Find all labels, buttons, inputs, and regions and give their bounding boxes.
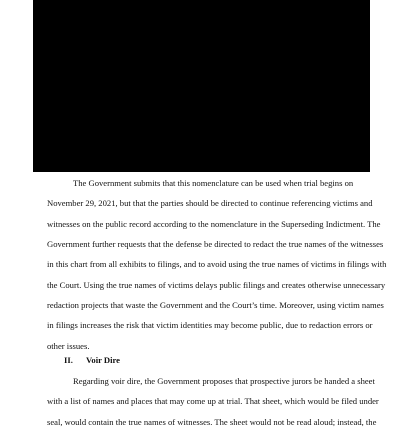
section-number: II. <box>64 355 73 365</box>
text-line: Government further requests that the defense be directed to redact the true names of the witnesses <box>47 239 384 250</box>
text-line: witnesses on the public record according to the nomenclature in the Superseding Indictment. The <box>47 218 381 229</box>
section-title: Voir Dire <box>86 355 120 365</box>
redaction-block <box>33 0 370 172</box>
text-line: November 29, 2021, but that the parties should be directed to continue referencing victims and <box>47 198 373 209</box>
text-line: seal, would contain the true names of witnesses. The sheet would not be read aloud; instead, the <box>47 416 377 427</box>
text-line: in filings increases the risk that victim identities may become public, due to redaction errors or <box>47 320 373 331</box>
text-line: in this chart from all exhibits to filings, and to avoid using the true names of victims in filings with <box>47 259 387 270</box>
text-line: with a list of names and places that may come up at trial. That sheet, which would be filed under <box>47 396 379 407</box>
text-line: redaction projects that waste the Government and the Court’s time. Moreover, using victim names <box>47 300 384 311</box>
text-line: other issues. <box>47 340 90 351</box>
section-heading <box>64 355 120 365</box>
paragraph-voir-dire <box>47 371 379 432</box>
text-line: the Court. Using the true names of victims delays public filings and creates otherwise unnecessary <box>47 279 386 290</box>
text-line: Regarding voir dire, the Government proposes that prospective jurors be handed a sheet <box>73 376 375 386</box>
paragraph-nomenclature <box>47 173 387 356</box>
text-line: The Government submits that this nomenclature can be used when trial begins on <box>73 178 354 188</box>
